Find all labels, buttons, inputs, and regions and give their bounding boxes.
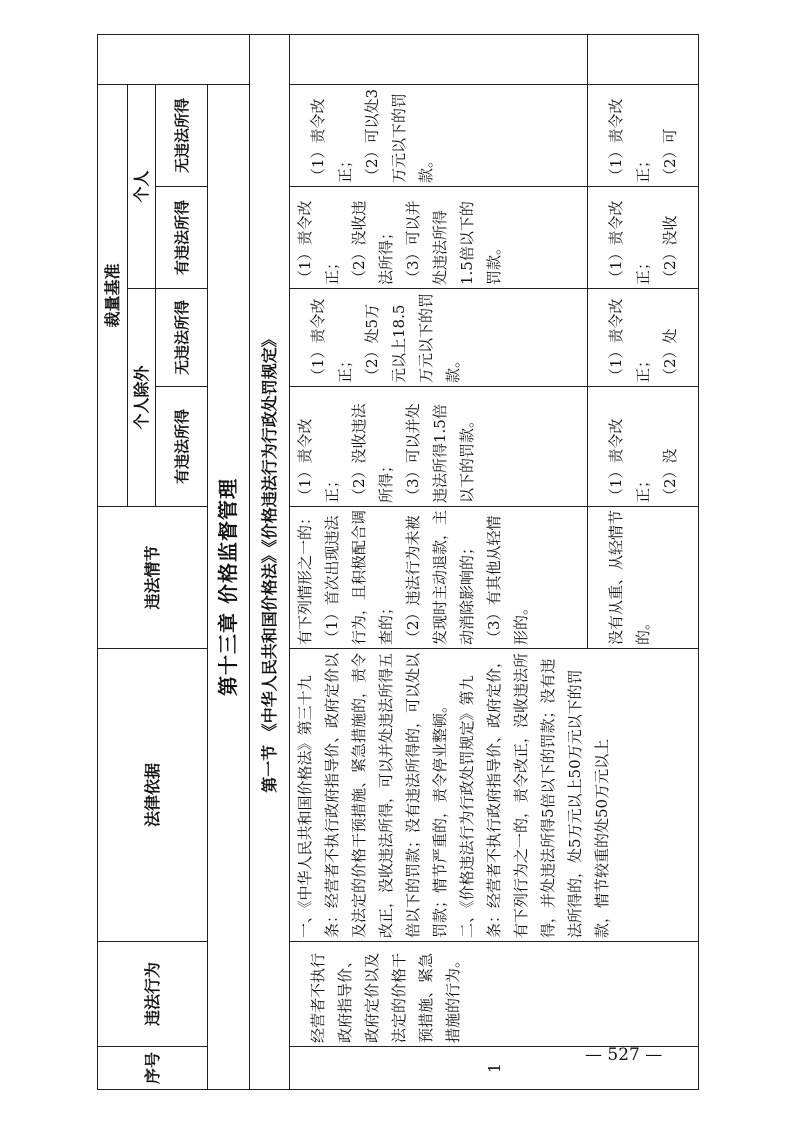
penalty-standard-table <box>97 34 699 1090</box>
header-ind-without-income: 无违法所得 <box>156 84 208 186</box>
circumstance-normal: 没有从重、从轻情节的。 <box>588 507 699 649</box>
header-circumstance: 违法情节 <box>98 507 208 649</box>
chapter-title: 第十三章 价格监督管理 <box>208 84 250 1089</box>
header-violation: 违法行为 <box>98 942 208 1047</box>
header-non-with-income: 有违法所得 <box>156 387 208 507</box>
lenient-individual-with-income: （1）责令改正； （2）没收违法所得； （3）可以并处违法所得1.5倍以下的罚款。 <box>290 187 588 289</box>
header-legal-basis: 法律依据 <box>98 649 208 942</box>
row-right-margin <box>290 34 588 84</box>
lenient-non-individual-with-income: （1）责令改正； （2）没收违法所得； （3）可以并处违法所得1.5倍以下的罚款。 <box>290 387 588 507</box>
normal-non-individual-with-income: （1）责令改正； （2）没 <box>588 387 699 507</box>
right-margin-cell <box>98 34 250 84</box>
header-individual: 个人 <box>128 84 156 288</box>
header-non-without-income: 无违法所得 <box>156 289 208 387</box>
header-ind-with-income: 有违法所得 <box>156 187 208 289</box>
violation-text: 经营者不执行政府指导价、政府定价以及法定的价格干预措施、紧急措施的行为。 <box>290 942 699 1047</box>
row-right-margin-2 <box>588 34 699 84</box>
lenient-non-individual-without-income: （1）责令改正； （2）处5万元以上18.5万元以下的罚款。 <box>290 289 588 387</box>
section-title: 第一节 《中华人民共和国价格法》《价格违法行为行政处罚规定》 <box>250 34 290 1089</box>
lenient-individual-without-income: （1）责令改正； （2）可以处3万元以下的罚款。 <box>290 84 588 186</box>
circumstance-lenient: 有下列情形之一的： （1）首次出现违法行为，且积极配合调查的； （2）违法行为未被发现时主动退款，主动消除影响的； （3）有其他从轻情形的。 <box>290 507 588 649</box>
normal-individual-with-income: （1）责令改正； （2）没收 <box>588 187 699 289</box>
header-seq: 序号 <box>98 1047 208 1090</box>
normal-non-individual-without-income: （1）责令改正； （2）处 <box>588 289 699 387</box>
header-standard: 裁量基准 <box>98 84 128 506</box>
header-non-individual: 个人除外 <box>128 289 156 507</box>
row-seq: 1 <box>290 1047 699 1090</box>
legal-basis-text: 一、《中华人民共和国价格法》第三十九条：经营者不执行政府指导价、政府定价以及法定的价格干预措施、紧急措施的，责令改正，没收违法所得，可以并处违法所得五倍以下的罚款；没有违法所得的，可以处以罚款；情节严重的，责令停业整顿。 二、《价格违法行为行政处罚规定》第九条：经营者不执行政府指导价、政府定价，有下列行为之一的，责令改正，没收违法所得，并处违法所得5倍以下的罚款；没有违法所得的，处5万元以上50万元以下的罚款，情节较重的处50万元以上 <box>290 649 699 942</box>
page-number: — 527 — <box>585 1045 663 1065</box>
normal-individual-without-income: （1）责令改正； （2）可 <box>588 84 699 186</box>
